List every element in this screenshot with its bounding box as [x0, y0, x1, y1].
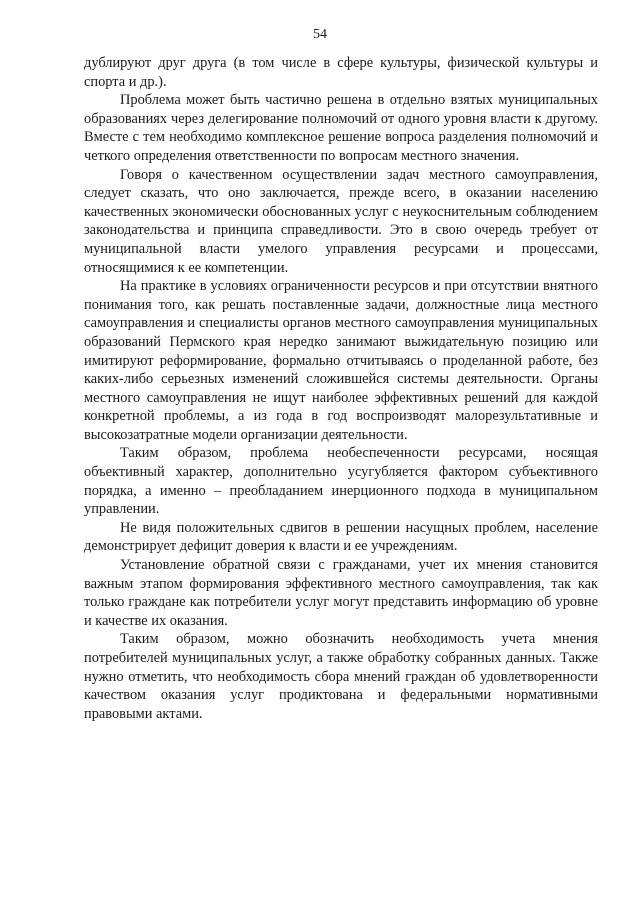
- paragraph-2: Проблема может быть частично решена в отдельно взятых муниципальных образованиях через делегирование полномочий от одного уровня власти к другому. Вместе с тем необходимо комплексное решение вопроса разделения полномочий и четкого определения ответственности по вопросам местного значения.: [84, 92, 598, 164]
- document-body: [84, 54, 598, 723]
- paragraph-8: Таким образом, можно обозначить необходимость учета мнения потребителей муниципальных услуг, а также обработку собранных данных. Также нужно отметить, что необходимость сбора мнений граждан об удовлетворенности качеством оказания услуг продиктована и федеральными нормативными правовыми актами.: [84, 631, 598, 722]
- paragraph-6: Не видя положительных сдвигов в решении насущных проблем, население демонстрирует дефицит доверия к власти и ее учреждениям.: [84, 519, 598, 555]
- paragraph-5: Таким образом, проблема необеспеченности ресурсами, носящая объективный характер, дополнительно усугубляется фактором субъективного порядка, а именно – преобладанием инерционного подхода в муниципальном управлении.: [84, 445, 598, 518]
- paragraph-3: Говоря о качественном осуществлении задач местного самоуправления, следует сказать, что оно заключается, прежде всего, в оказании населению качественных экономически обоснованных услуг с неукоснительным соблюдением законодательства и принципа справедливости. Это в свою очередь требует от муниципальной власти умелого управления ресурсами и процессами, относящимися к ее компетенции.: [84, 166, 598, 276]
- page-number: 54: [313, 27, 327, 42]
- paragraph-4: На практике в условиях ограниченности ресурсов и при отсутствии внятного понимания того, как решать поставленные задачи, должностные лица местного самоуправления и специалисты органов местного самоуправления муниципальных образований Пермского края нередко занимают выжидательную позицию или имитируют реформирование, формально отчитываясь о проделанной работе, без каких-либо серьезных изменений сложившейся системы деятельности. Органы местного самоуправления не ищут наиболее эффективных решений для каждой конкретной проблемы, а из года в год воспроизводят малорезультативные и высокозатратные модели организации деятельности.: [84, 278, 598, 443]
- paragraph-7: Установление обратной связи с гражданами, учет их мнения становится важным этапом формирования эффективного местного самоуправления, так как только граждане как потребители услуг могут представить информацию об уровне и качестве их оказания.: [84, 557, 598, 629]
- paragraph-1: дублируют друг друга (в том числе в сфере культуры, физической культуры и спорта и др.).: [84, 55, 598, 90]
